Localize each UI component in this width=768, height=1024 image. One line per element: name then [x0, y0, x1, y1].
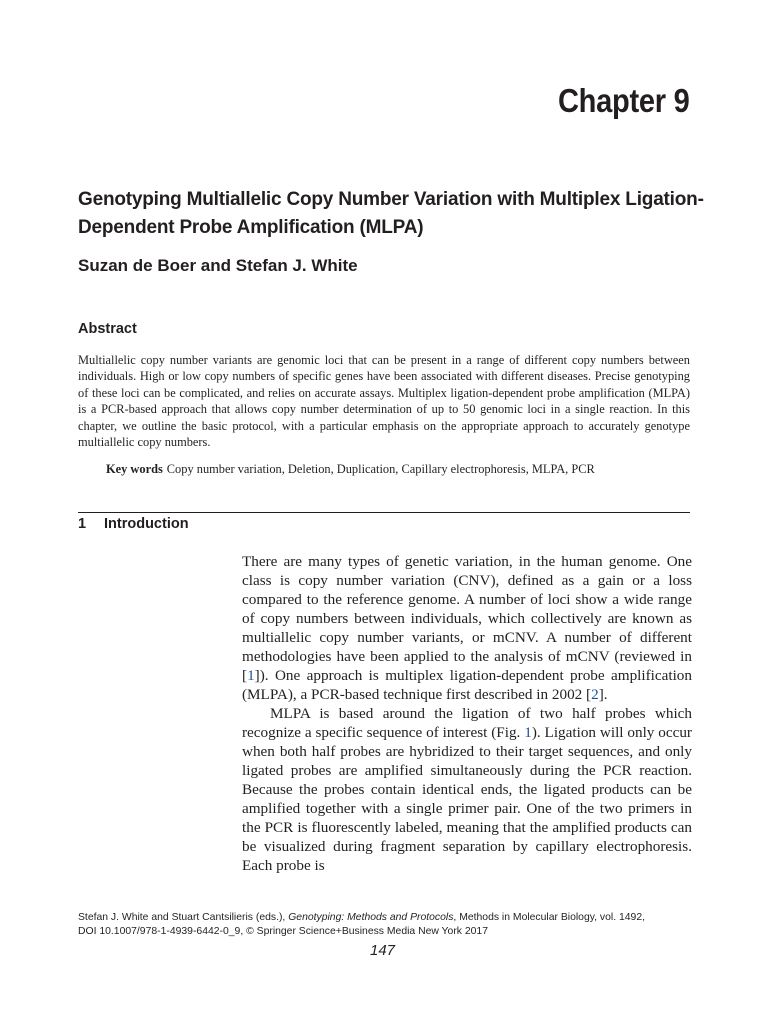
keywords-text: Copy number variation, Deletion, Duplication, Capillary electrophoresis, MLPA, PCR — [166, 462, 595, 476]
keywords-label: Key words — [106, 462, 163, 476]
citation-link-2[interactable]: 2 — [591, 686, 599, 703]
figure-link-1[interactable]: 1 — [524, 724, 532, 741]
introduction-body — [242, 552, 692, 875]
section-title: Introduction — [104, 516, 189, 532]
authors: Suzan de Boer and Stefan J. White — [78, 256, 358, 275]
chapter-title: Genotyping Multiallelic Copy Number Variation with Multiplex Ligation-Dependent Probe Amplification (MLPA) — [78, 189, 704, 238]
footer-doi: DOI 10.1007/978-1-4939-6442-0_9, © Springer Science+Business Media New York 2017 — [78, 925, 488, 937]
citation-link-1[interactable]: 1 — [247, 667, 255, 684]
abstract-heading: Abstract — [78, 321, 137, 337]
book-title: Genotyping: Methods and Protocols — [288, 912, 454, 923]
keywords — [106, 461, 706, 477]
chapter-label: Chapter 9 — [558, 82, 690, 119]
intro-paragraph-2: MLPA is based around the ligation of two half probes which recognize a specific sequence of interest (Fig. 1). Ligation will only occur when both half probes are hybridized to their target sequences, and only ligated probes are amplified simultaneously during the PCR reaction. Because the probes contain identical ends, the ligated products can be amplified together with a single primer pair. One of the two primers in the PCR is fluorescently labeled, meaning that the amplified products can be visualized during fragment separation by capillary electrophoresis. Each probe is — [242, 705, 692, 874]
abstract-text: Multiallelic copy number variants are genomic loci that can be present in a range of different copy numbers between individuals. High or low copy numbers of specific genes have been associated with different diseases. Precise genotyping of these loci can be complicated, and relies on accurate assays. Multiplex ligation-dependent probe amplification (MLPA) is a PCR-based approach that allows copy number determination of up to 50 genomic loci in a single reaction. In this chapter, we outline the basic protocol, with a particular emphasis on the appropriate approach to accurately genotype multiallelic copy numbers. — [78, 353, 690, 450]
intro-paragraph-1: There are many types of genetic variation, in the human genome. One class is copy number variation (CNV), defined as a gain or a loss compared to the reference genome. A number of loci show a wide range of copy numbers between individuals, which collectively are known as multiallelic copy number variants, or mCNV. A number of different methodologies have been applied to the analysis of mCNV (reviewed in [1]). One approach is multiplex ligation-dependent probe amplification (MLPA), a PCR-based technique first described in 2002 [2]. — [242, 553, 692, 703]
footer-citation: Stefan J. White and Stuart Cantsilieris (eds.), Genotyping: Methods and Protocols, Methods in Molecular Biology, vol. 1492, DOI 10.1007/978-1-4939-6442-0_9, © Springer Science+Business Media New York 2017 — [78, 912, 645, 937]
page-number: 147 — [370, 942, 396, 959]
section-divider — [78, 512, 690, 513]
section-number: 1 — [78, 516, 87, 532]
